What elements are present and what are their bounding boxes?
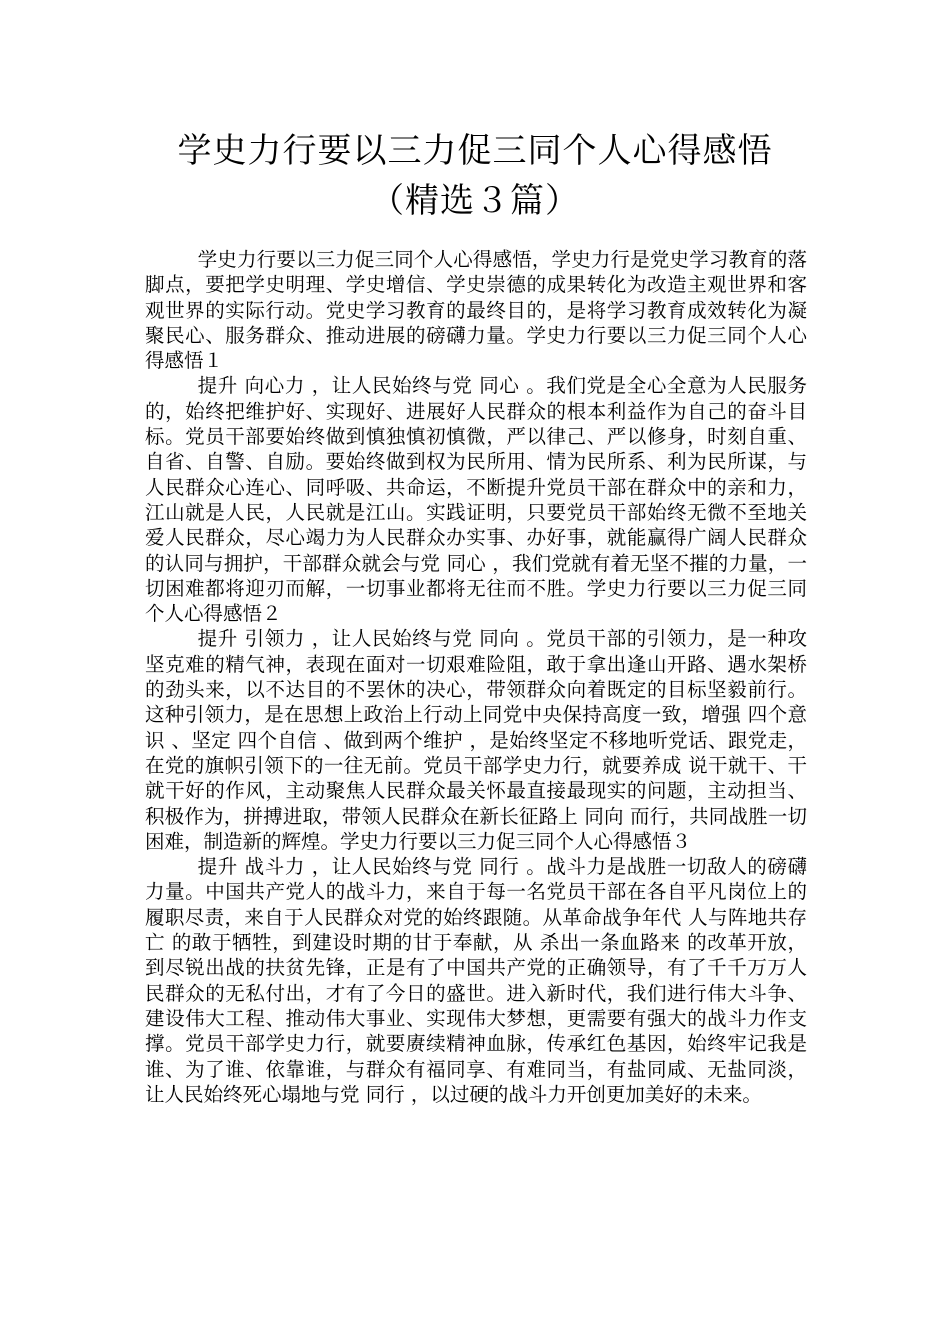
paragraph-intro: 学史力行要以三力促三同个人心得感悟，学史力行是党史学习教育的落脚点，要把学史明理、学史增信、学史崇德的成果转化为改造主观世界和客观世界的实际行动。党史学习教育的最终目的，是将学习教育成效转化为凝聚民心、服务群众、推动进展的磅礴力量。学史力行要以三力促三同个人心得感悟１ <box>145 248 807 373</box>
document-subtitle: （精选３篇） <box>370 181 580 221</box>
paragraph-section-3: 提升 战斗力 ，让人民始终与党 同行 。战斗力是战胜一切敌人的磅礴力量。中国共产党人的战斗力，来自于每一名党员干部在各自平凡岗位上的履职尽责，来自于人民群众对党的始终跟随。从革命战争年代 人与阵地共存亡 的敢于牺牲，到建设时期的甘于奉献，从 杀出一条血路来 的改革开放，到尽锐出战的扶贫先锋，正是有了中国共产党的正确领导，有了千千万万人民群众的无私付出，才有了今日的盛世。进入新时代，我们进行伟大斗争、建设伟大工程、推动伟大事业、实现伟大梦想，更需要有强大的战斗力作支撑。党员干部学史力行，就要赓续精神血脉，传承红色基因，始终牢记我是谁、为了谁、依靠谁，与群众有福同享、有难同当，有盐同咸、无盐同淡，让人民始终死心塌地与党 同行 ，以过硬的战斗力开创更加美好的未来。 <box>145 855 807 1106</box>
paragraph-section-2: 提升 引领力 ，让人民始终与党 同向 。党员干部的引领力，是一种攻坚克难的精气神，表现在面对一切艰难险阻，敢于拿出逢山开路、遇水架桥的劲头来，以不达目的不罢休的决心，带领群众向着既定的目标坚毅前行。这种引领力，是在思想上政治上行动上同党中央保持高度一致，增强 四个意识 、坚定 四个自信 、做到两个维护 ，是始终坚定不移地听党话、跟党走，在党的旗帜引领下的一往无前。党员干部学史力行，就要养成 说干就干、干就干好的作风，主动聚焦人民群众最关怀最直接最现实的问题，主动担当、积极作为，拼搏进取，带领人民群众在新长征路上 同向 而行，共同战胜一切困难，制造新的辉煌。学史力行要以三力促三同个人心得感悟３ <box>145 627 807 853</box>
paragraph-section-1: 提升 向心力 ，让人民始终与党 同心 。我们党是全心全意为人民服务的，始终把维护好、实现好、进展好人民群众的根本利益作为自己的奋斗目标。党员干部要始终做到慎独慎初慎微，严以律己、严以修身，时刻自重、自省、自警、自励。要始终做到权为民所用、情为民所系、利为民所谋，与人民群众心连心、同呼吸、共命运，不断提升党员干部在群众中的亲和力，江山就是人民，人民就是江山。实践证明，只要党员干部始终无微不至地关爱人民群众，尽心竭力为人民群众办实事、办好事，就能赢得广阔人民群众的认同与拥护，干部群众就会与党 同心 ，我们党就有着无坚不摧的力量，一切困难都将迎刃而解，一切事业都将无往而不胜。学史力行要以三力促三同个人心得感悟２ <box>145 374 807 626</box>
document-body <box>145 247 807 1107</box>
document-title: 学史力行要以三力促三同个人心得感悟 <box>177 131 773 171</box>
